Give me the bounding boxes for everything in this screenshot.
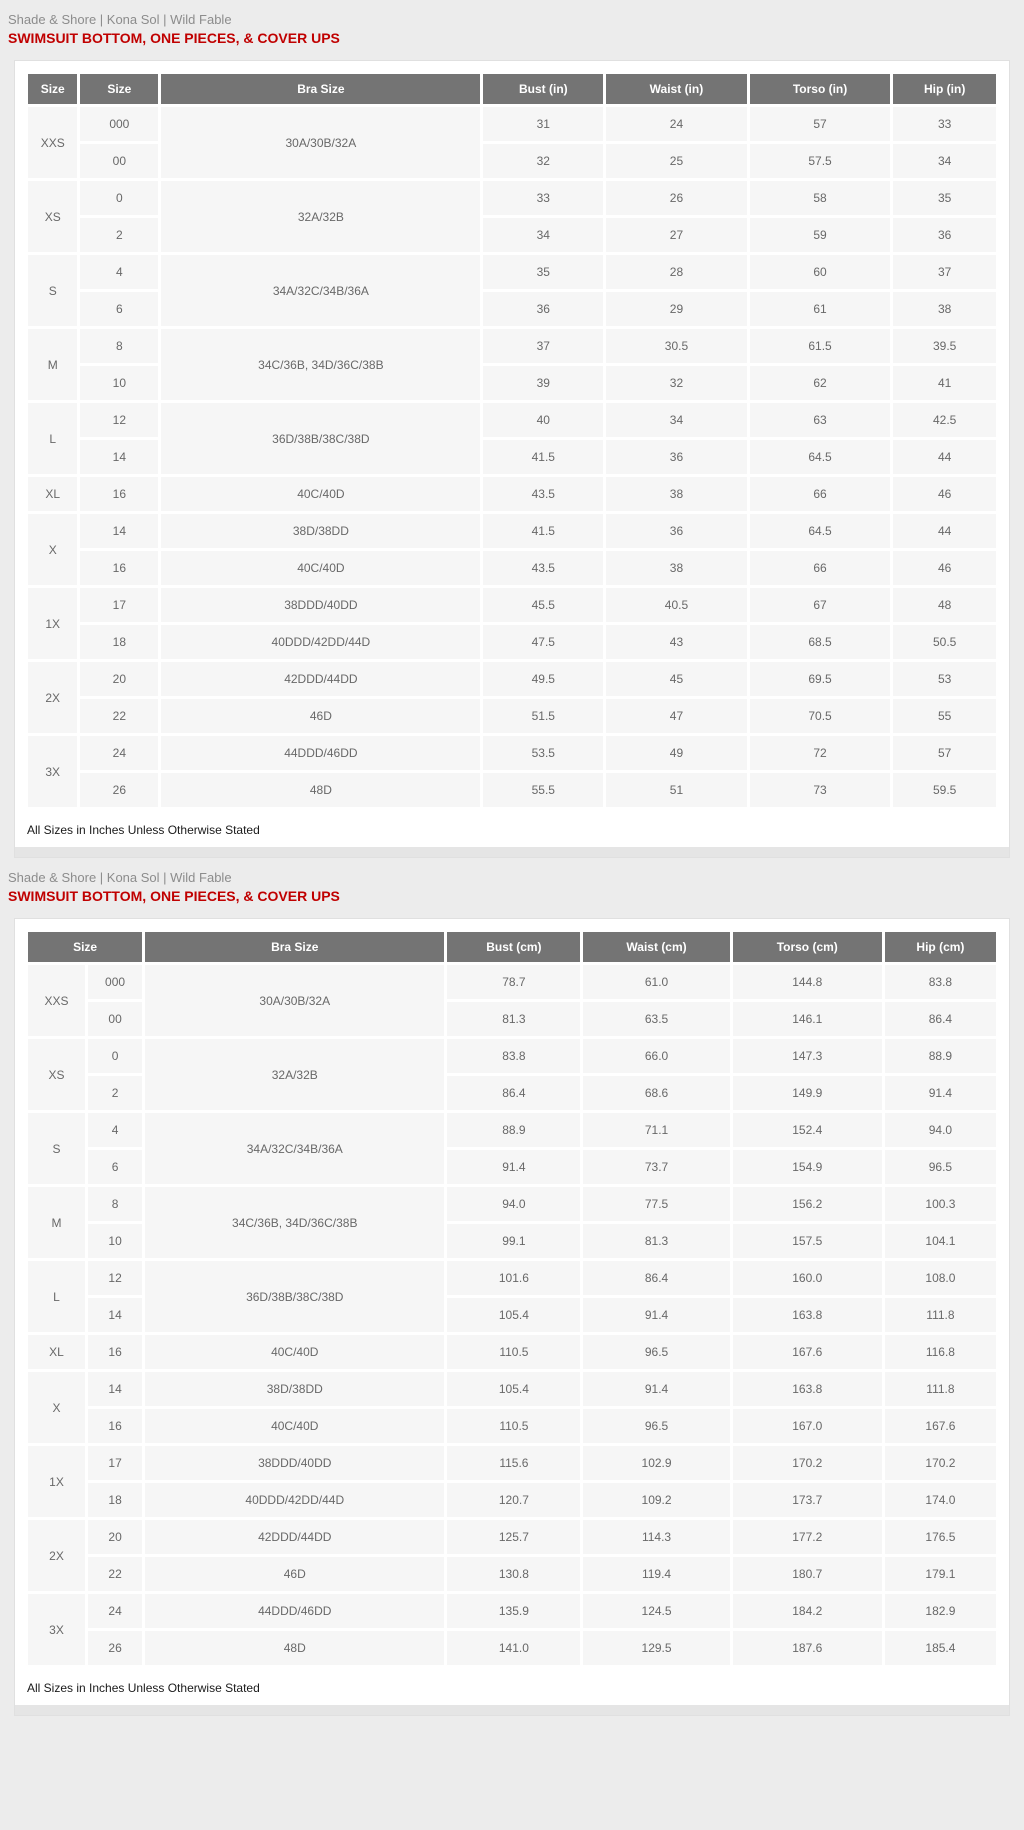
size-number-cell: 22 (80, 699, 158, 733)
size-number-cell: 10 (80, 366, 158, 400)
bra-size-cell: 46D (145, 1557, 444, 1591)
measurement-cell: 45.5 (483, 588, 603, 622)
size-number-cell: 8 (80, 329, 158, 363)
measurement-cell: 147.3 (733, 1039, 882, 1073)
bra-size-cell: 36D/38B/38C/38D (161, 403, 480, 474)
table-row (28, 1039, 996, 1073)
header-row (28, 74, 996, 104)
size-group-cell: S (28, 255, 77, 326)
measurement-cell: 111.8 (885, 1298, 996, 1332)
size-number-cell: 14 (80, 440, 158, 474)
bra-size-cell: 44DDD/46DD (145, 1594, 444, 1628)
measurement-cell: 34 (606, 403, 747, 437)
measurement-cell: 61 (750, 292, 891, 326)
measurement-cell: 66 (750, 551, 891, 585)
measurement-cell: 154.9 (733, 1150, 882, 1184)
bra-size-cell: 30A/30B/32A (161, 107, 480, 178)
bra-size-cell: 38D/38DD (145, 1372, 444, 1406)
size-number-cell: 0 (80, 181, 158, 215)
size-group-cell: 3X (28, 1594, 85, 1665)
measurement-cell: 57 (893, 736, 996, 770)
table-row (28, 1261, 996, 1295)
size-chart-table-cm (25, 929, 999, 1668)
table-row (28, 1557, 996, 1591)
table-row (28, 1594, 996, 1628)
bra-size-cell: 40C/40D (145, 1335, 444, 1369)
column-header: Hip (in) (893, 74, 996, 104)
footnote: All Sizes in Inches Unless Otherwise Stated (27, 1681, 260, 1695)
measurement-cell: 129.5 (583, 1631, 729, 1665)
size-number-cell: 16 (80, 477, 158, 511)
measurement-cell: 81.3 (583, 1224, 729, 1258)
brand-line: Shade & Shore | Kona Sol | Wild Fable (8, 870, 232, 885)
measurement-cell: 62 (750, 366, 891, 400)
size-number-cell: 2 (88, 1076, 142, 1110)
bra-size-cell: 42DDD/44DD (161, 662, 480, 696)
size-number-cell: 22 (88, 1557, 142, 1591)
size-group-cell: 1X (28, 1446, 85, 1517)
measurement-cell: 38 (606, 551, 747, 585)
size-number-cell: 14 (80, 514, 158, 548)
measurement-cell: 96.5 (583, 1409, 729, 1443)
measurement-cell: 36 (606, 514, 747, 548)
size-group-cell: X (28, 514, 77, 585)
size-group-cell: X (28, 1372, 85, 1443)
table-row (28, 181, 996, 215)
measurement-cell: 170.2 (885, 1446, 996, 1480)
size-number-cell: 4 (88, 1113, 142, 1147)
measurement-cell: 30.5 (606, 329, 747, 363)
measurement-cell: 36 (483, 292, 603, 326)
column-header: Torso (cm) (733, 932, 882, 962)
table-row (28, 1520, 996, 1554)
measurement-cell: 179.1 (885, 1557, 996, 1591)
column-header: Bust (in) (483, 74, 603, 104)
measurement-cell: 57.5 (750, 144, 891, 178)
measurement-cell: 39.5 (893, 329, 996, 363)
bra-size-cell: 30A/30B/32A (145, 965, 444, 1036)
measurement-cell: 68.6 (583, 1076, 729, 1110)
measurement-cell: 51 (606, 773, 747, 807)
measurement-cell: 38 (893, 292, 996, 326)
table-row (28, 107, 996, 141)
measurement-cell: 94.0 (447, 1187, 580, 1221)
measurement-cell: 59.5 (893, 773, 996, 807)
size-number-cell: 000 (88, 965, 142, 999)
measurement-cell: 167.6 (885, 1409, 996, 1443)
measurement-cell: 41.5 (483, 440, 603, 474)
measurement-cell: 73 (750, 773, 891, 807)
size-number-cell: 18 (88, 1483, 142, 1517)
measurement-cell: 167.0 (733, 1409, 882, 1443)
size-number-cell: 17 (88, 1446, 142, 1480)
measurement-cell: 109.2 (583, 1483, 729, 1517)
measurement-cell: 41.5 (483, 514, 603, 548)
measurement-cell: 86.4 (885, 1002, 996, 1036)
measurement-cell: 25 (606, 144, 747, 178)
size-chart-section-inches (0, 0, 1024, 858)
measurement-cell: 28 (606, 255, 747, 289)
chart-title: SWIMSUIT BOTTOM, ONE PIECES, & COVER UPS (8, 888, 340, 904)
column-header: Size (80, 74, 158, 104)
size-group-cell: L (28, 1261, 85, 1332)
size-number-cell: 16 (88, 1335, 142, 1369)
table-row (28, 1187, 996, 1221)
measurement-cell: 53 (893, 662, 996, 696)
bra-size-cell: 36D/38B/38C/38D (145, 1261, 444, 1332)
measurement-cell: 88.9 (885, 1039, 996, 1073)
measurement-cell: 48 (893, 588, 996, 622)
measurement-cell: 59 (750, 218, 891, 252)
measurement-cell: 61.0 (583, 965, 729, 999)
bra-size-cell: 38DDD/40DD (145, 1446, 444, 1480)
measurement-cell: 57 (750, 107, 891, 141)
table-header-row (28, 932, 996, 962)
bra-size-cell: 32A/32B (161, 181, 480, 252)
column-header: Bust (cm) (447, 932, 580, 962)
brand-line: Shade & Shore | Kona Sol | Wild Fable (8, 12, 232, 27)
measurement-cell: 69.5 (750, 662, 891, 696)
measurement-cell: 173.7 (733, 1483, 882, 1517)
column-header: Size (28, 932, 142, 962)
size-group-cell: M (28, 1187, 85, 1258)
table-row (28, 699, 996, 733)
measurement-cell: 101.6 (447, 1261, 580, 1295)
measurement-cell: 83.8 (885, 965, 996, 999)
table-row (28, 1113, 996, 1147)
measurement-cell: 36 (606, 440, 747, 474)
bra-size-cell: 46D (161, 699, 480, 733)
measurement-cell: 115.6 (447, 1446, 580, 1480)
size-group-cell: XXS (28, 107, 77, 178)
measurement-cell: 144.8 (733, 965, 882, 999)
size-number-cell: 16 (80, 551, 158, 585)
measurement-cell: 55 (893, 699, 996, 733)
table-row (28, 551, 996, 585)
scrollbar-track (15, 1705, 1009, 1715)
measurement-cell: 91.4 (447, 1150, 580, 1184)
measurement-cell: 125.7 (447, 1520, 580, 1554)
bra-size-cell: 34A/32C/34B/36A (145, 1113, 444, 1184)
chart-title: SWIMSUIT BOTTOM, ONE PIECES, & COVER UPS (8, 30, 340, 46)
size-number-cell: 10 (88, 1224, 142, 1258)
size-number-cell: 14 (88, 1298, 142, 1332)
measurement-cell: 184.2 (733, 1594, 882, 1628)
measurement-cell: 163.8 (733, 1298, 882, 1332)
measurement-cell: 73.7 (583, 1150, 729, 1184)
measurement-cell: 33 (893, 107, 996, 141)
measurement-cell: 33 (483, 181, 603, 215)
size-number-cell: 0 (88, 1039, 142, 1073)
table-row (28, 329, 996, 363)
measurement-cell: 146.1 (733, 1002, 882, 1036)
size-number-cell: 26 (88, 1631, 142, 1665)
table-row (28, 1335, 996, 1369)
measurement-cell: 50.5 (893, 625, 996, 659)
measurement-cell: 58 (750, 181, 891, 215)
measurement-cell: 185.4 (885, 1631, 996, 1665)
measurement-cell: 46 (893, 477, 996, 511)
column-header: Bra Size (145, 932, 444, 962)
column-header: Waist (cm) (583, 932, 729, 962)
bra-size-cell: 40DDD/42DD/44D (161, 625, 480, 659)
bra-size-cell: 40DDD/42DD/44D (145, 1483, 444, 1517)
measurement-cell: 160.0 (733, 1261, 882, 1295)
measurement-cell: 174.0 (885, 1483, 996, 1517)
table-row (28, 477, 996, 511)
table-row (28, 1446, 996, 1480)
size-number-cell: 000 (80, 107, 158, 141)
measurement-cell: 86.4 (447, 1076, 580, 1110)
measurement-cell: 66 (750, 477, 891, 511)
table-row (28, 662, 996, 696)
measurement-cell: 167.6 (733, 1335, 882, 1369)
measurement-cell: 49.5 (483, 662, 603, 696)
size-group-cell: L (28, 403, 77, 474)
measurement-cell: 37 (893, 255, 996, 289)
size-group-cell: XXS (28, 965, 85, 1036)
bra-size-cell: 48D (145, 1631, 444, 1665)
measurement-cell: 91.4 (583, 1298, 729, 1332)
size-number-cell: 20 (88, 1520, 142, 1554)
measurement-cell: 135.9 (447, 1594, 580, 1628)
size-number-cell: 16 (88, 1409, 142, 1443)
bra-size-cell: 32A/32B (145, 1039, 444, 1110)
measurement-cell: 71.1 (583, 1113, 729, 1147)
measurement-cell: 47.5 (483, 625, 603, 659)
measurement-cell: 63.5 (583, 1002, 729, 1036)
measurement-cell: 53.5 (483, 736, 603, 770)
bra-size-cell: 44DDD/46DD (161, 736, 480, 770)
size-chart-panel-cm (14, 918, 1010, 1716)
measurement-cell: 130.8 (447, 1557, 580, 1591)
size-group-cell: 2X (28, 1520, 85, 1591)
measurement-cell: 35 (893, 181, 996, 215)
measurement-cell: 38 (606, 477, 747, 511)
measurement-cell: 34 (893, 144, 996, 178)
size-chart-section-cm (0, 858, 1024, 1716)
bra-size-cell: 38DDD/40DD (161, 588, 480, 622)
measurement-cell: 45 (606, 662, 747, 696)
bra-size-cell: 34C/36B, 34D/36C/38B (145, 1187, 444, 1258)
measurement-cell: 105.4 (447, 1298, 580, 1332)
bra-size-cell: 48D (161, 773, 480, 807)
measurement-cell: 60 (750, 255, 891, 289)
bra-size-cell: 34C/36B, 34D/36C/38B (161, 329, 480, 400)
measurement-cell: 43.5 (483, 477, 603, 511)
column-header: Bra Size (161, 74, 480, 104)
column-header: Waist (in) (606, 74, 747, 104)
bra-size-cell: 40C/40D (145, 1409, 444, 1443)
table-row (28, 588, 996, 622)
header-row (28, 932, 996, 962)
measurement-cell: 51.5 (483, 699, 603, 733)
table-row (28, 965, 996, 999)
size-group-cell: 2X (28, 662, 77, 733)
measurement-cell: 31 (483, 107, 603, 141)
measurement-cell: 99.1 (447, 1224, 580, 1258)
bra-size-cell: 40C/40D (161, 551, 480, 585)
measurement-cell: 24 (606, 107, 747, 141)
measurement-cell: 120.7 (447, 1483, 580, 1517)
measurement-cell: 102.9 (583, 1446, 729, 1480)
size-group-cell: XS (28, 181, 77, 252)
table-row (28, 773, 996, 807)
measurement-cell: 86.4 (583, 1261, 729, 1295)
footnote: All Sizes in Inches Unless Otherwise Stated (27, 823, 260, 837)
measurement-cell: 91.4 (885, 1076, 996, 1110)
size-number-cell: 12 (80, 403, 158, 437)
measurement-cell: 67 (750, 588, 891, 622)
measurement-cell: 40.5 (606, 588, 747, 622)
table-row (28, 1409, 996, 1443)
measurement-cell: 187.6 (733, 1631, 882, 1665)
measurement-cell: 170.2 (733, 1446, 882, 1480)
size-number-cell: 24 (80, 736, 158, 770)
measurement-cell: 46 (893, 551, 996, 585)
measurement-cell: 91.4 (583, 1372, 729, 1406)
measurement-cell: 124.5 (583, 1594, 729, 1628)
table-row (28, 736, 996, 770)
measurement-cell: 110.5 (447, 1409, 580, 1443)
measurement-cell: 78.7 (447, 965, 580, 999)
measurement-cell: 37 (483, 329, 603, 363)
measurement-cell: 55.5 (483, 773, 603, 807)
measurement-cell: 176.5 (885, 1520, 996, 1554)
measurement-cell: 149.9 (733, 1076, 882, 1110)
measurement-cell: 105.4 (447, 1372, 580, 1406)
size-group-cell: 1X (28, 588, 77, 659)
measurement-cell: 39 (483, 366, 603, 400)
size-number-cell: 00 (80, 144, 158, 178)
measurement-cell: 64.5 (750, 514, 891, 548)
measurement-cell: 29 (606, 292, 747, 326)
measurement-cell: 35 (483, 255, 603, 289)
measurement-cell: 114.3 (583, 1520, 729, 1554)
size-chart-table-inches (25, 71, 999, 810)
measurement-cell: 68.5 (750, 625, 891, 659)
measurement-cell: 110.5 (447, 1335, 580, 1369)
measurement-cell: 77.5 (583, 1187, 729, 1221)
measurement-cell: 44 (893, 514, 996, 548)
table-row (28, 403, 996, 437)
measurement-cell: 152.4 (733, 1113, 882, 1147)
table-row (28, 514, 996, 548)
measurement-cell: 41 (893, 366, 996, 400)
measurement-cell: 94.0 (885, 1113, 996, 1147)
size-number-cell: 24 (88, 1594, 142, 1628)
size-number-cell: 00 (88, 1002, 142, 1036)
measurement-cell: 63 (750, 403, 891, 437)
measurement-cell: 66.0 (583, 1039, 729, 1073)
size-group-cell: S (28, 1113, 85, 1184)
size-number-cell: 8 (88, 1187, 142, 1221)
table-body (28, 107, 996, 807)
column-header: Torso (in) (750, 74, 891, 104)
table-row (28, 1483, 996, 1517)
measurement-cell: 43 (606, 625, 747, 659)
measurement-cell: 32 (483, 144, 603, 178)
table-row (28, 255, 996, 289)
size-group-cell: XS (28, 1039, 85, 1110)
measurement-cell: 43.5 (483, 551, 603, 585)
measurement-cell: 180.7 (733, 1557, 882, 1591)
measurement-cell: 177.2 (733, 1520, 882, 1554)
size-number-cell: 26 (80, 773, 158, 807)
measurement-cell: 83.8 (447, 1039, 580, 1073)
measurement-cell: 72 (750, 736, 891, 770)
measurement-cell: 34 (483, 218, 603, 252)
measurement-cell: 104.1 (885, 1224, 996, 1258)
size-number-cell: 14 (88, 1372, 142, 1406)
measurement-cell: 42.5 (893, 403, 996, 437)
table-header-row (28, 74, 996, 104)
size-group-cell: 3X (28, 736, 77, 807)
size-number-cell: 6 (80, 292, 158, 326)
size-number-cell: 4 (80, 255, 158, 289)
measurement-cell: 96.5 (583, 1335, 729, 1369)
size-group-cell: XL (28, 477, 77, 511)
measurement-cell: 157.5 (733, 1224, 882, 1258)
measurement-cell: 141.0 (447, 1631, 580, 1665)
table-body (28, 965, 996, 1665)
measurement-cell: 36 (893, 218, 996, 252)
measurement-cell: 116.8 (885, 1335, 996, 1369)
column-header: Hip (cm) (885, 932, 996, 962)
measurement-cell: 26 (606, 181, 747, 215)
measurement-cell: 96.5 (885, 1150, 996, 1184)
measurement-cell: 64.5 (750, 440, 891, 474)
measurement-cell: 81.3 (447, 1002, 580, 1036)
measurement-cell: 111.8 (885, 1372, 996, 1406)
measurement-cell: 32 (606, 366, 747, 400)
size-number-cell: 17 (80, 588, 158, 622)
size-number-cell: 2 (80, 218, 158, 252)
bra-size-cell: 38D/38DD (161, 514, 480, 548)
measurement-cell: 27 (606, 218, 747, 252)
size-number-cell: 6 (88, 1150, 142, 1184)
measurement-cell: 182.9 (885, 1594, 996, 1628)
table-row (28, 1631, 996, 1665)
bra-size-cell: 34A/32C/34B/36A (161, 255, 480, 326)
size-group-cell: XL (28, 1335, 85, 1369)
measurement-cell: 163.8 (733, 1372, 882, 1406)
measurement-cell: 119.4 (583, 1557, 729, 1591)
bra-size-cell: 42DDD/44DD (145, 1520, 444, 1554)
scrollbar-track (15, 847, 1009, 857)
size-group-cell: M (28, 329, 77, 400)
measurement-cell: 88.9 (447, 1113, 580, 1147)
table-row (28, 1372, 996, 1406)
measurement-cell: 70.5 (750, 699, 891, 733)
measurement-cell: 100.3 (885, 1187, 996, 1221)
table-row (28, 625, 996, 659)
size-number-cell: 18 (80, 625, 158, 659)
size-number-cell: 20 (80, 662, 158, 696)
measurement-cell: 156.2 (733, 1187, 882, 1221)
measurement-cell: 49 (606, 736, 747, 770)
measurement-cell: 40 (483, 403, 603, 437)
bra-size-cell: 40C/40D (161, 477, 480, 511)
column-header: Size (28, 74, 77, 104)
measurement-cell: 44 (893, 440, 996, 474)
measurement-cell: 108.0 (885, 1261, 996, 1295)
measurement-cell: 47 (606, 699, 747, 733)
size-number-cell: 12 (88, 1261, 142, 1295)
measurement-cell: 61.5 (750, 329, 891, 363)
size-chart-panel-inches (14, 60, 1010, 858)
